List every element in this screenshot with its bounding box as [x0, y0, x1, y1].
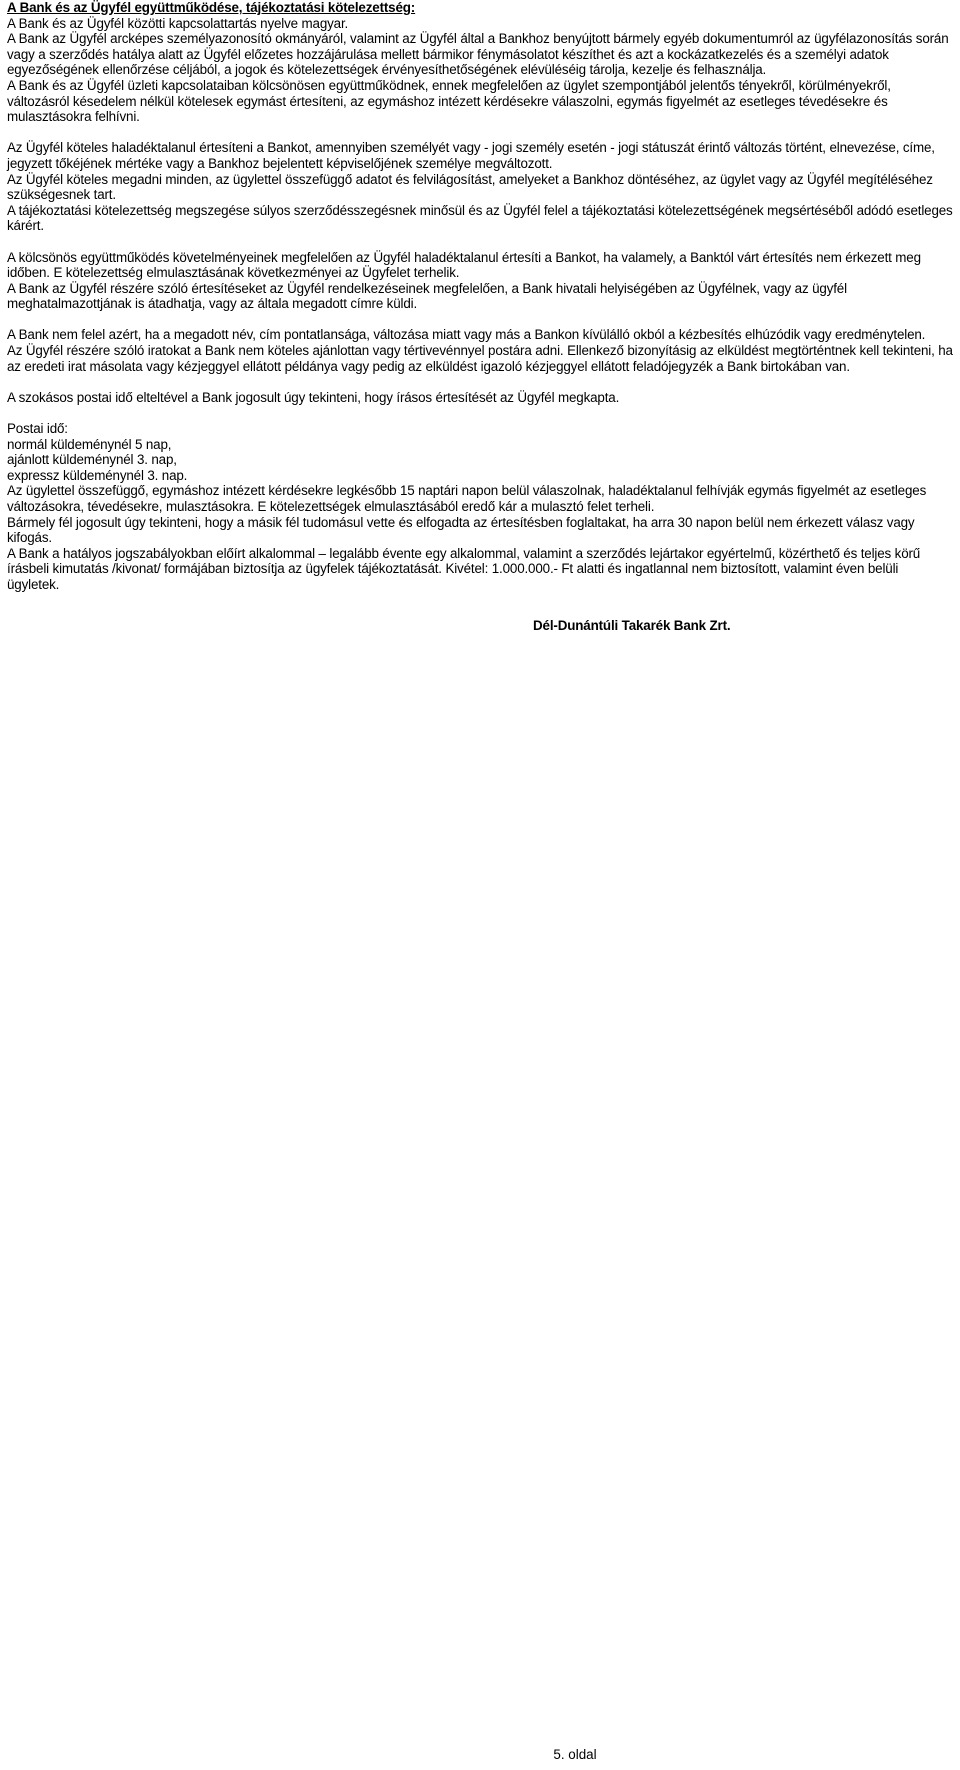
- bank-signature: Dél-Dunántúli Takarék Bank Zrt.: [533, 617, 731, 633]
- paragraph-cooperation: A Bank és az Ügyfél üzleti kapcsolataiban kölcsönösen együttműködnek, ennek megfelelően az ügylet szempontjából jelentős tényekről, körülményekről, változásról késedelem nélkül kötelesek egymást értesíteni, az egymáshoz intézett kérdésekre válaszolni, egymás figyelmét az esetleges tévedésekre és mulasztásokra felhívni.: [7, 77, 891, 125]
- section-heading: A Bank és az Ügyfél együttműködése, tájékoztatási kötelezettség:: [7, 0, 416, 15]
- paragraph-language: A Bank és az Ügyfél közötti kapcsolattartás nyelve magyar.: [7, 15, 349, 31]
- paragraph-registered-mail: Az Ügyfél részére szóló iratokat a Bank nem köteles ajánlottan vagy tértivevénnyel postára adni. Ellenkező bizonyításig az elküldést megtörténtnek kell tekinteni, ha az eredeti irat másolata vagy kézjeggyel ellátott példánya vagy pedig az elküldést igazoló kézjeggyel ellátott feladójegyzék a Bank birtokában van.: [7, 343, 953, 374]
- paragraph-delivery: A Bank az Ügyfél részére szóló értesítéseket az Ügyfél rendelkezéseinek megfelelően, a Bank hivatali helyiségében az Ügyfélnek, vagy az ügyfél meghatalmazottjának is átadhatja, vagy az általa megadott címre küldi.: [7, 280, 847, 312]
- spacer: [7, 125, 953, 141]
- paragraph-breach: A tájékoztatási kötelezettség megszegése súlyos szerződésszegésnek minősül és az Ügyfél felel a tájékoztatási kötelezettségének megsértéséből adódó esetleges kárért.: [7, 202, 953, 234]
- paragraph-mutual-notify: A kölcsönös együttműködés követelményeinek megfelelően az Ügyfél haladéktalanul értesíti a Bankot, ha valamely, a Banktól várt értesítés nem érkezett meg időben. E kötelezettség elmulasztásának következményei az Ügyfelet terhelik.: [7, 249, 921, 281]
- postal-time-express: expressz küldeménynél 3. nap.: [7, 467, 188, 483]
- spacer: [7, 405, 953, 421]
- postal-time-label: Postai idő:: [7, 421, 68, 437]
- postal-time-registered: ajánlott küldeménynél 3. nap,: [7, 452, 177, 468]
- paragraph-postal-time: A szokásos postai idő elteltével a Bank jogosult úgy tekinteni, hogy írásos értesítését az Ügyfél megkapta.: [7, 389, 620, 405]
- document-body: [7, 0, 953, 633]
- paragraph-statement: A Bank a hatályos jogszabályokban előírt alkalommal – legalább évente egy alkalommal, valamint a szerződés lejártakor egyértelmű, közérthető és teljes körű írásbeli kimutatás /kivonat/ formájában biztosítja az ügyfelek tájékoztatását. Kivétel: 1.000.000.- Ft alatti és ingatlannal nem biztosított, valamint éven belüli ügyletek.: [7, 545, 921, 592]
- paragraph-photocopy: A Bank az Ügyfél arcképes személyazonosító okmányáról, valamint az Ügyfél által a Bankhoz benyújtott bármely egyéb dokumentumról az ügyfélazonosítás során vagy a szerződés hatálya alatt az Ügyfél előzetes hozzájárulása mellett bármikor fénymásolatot készíthet és azt a kockázatkezelés és a személyi adatok egyezőségének ellenőrzése céljából, a jogok és kötelezettségek érvényesíthetőségének elévüléséig tárolja, kezelje és felhasználja.: [7, 31, 949, 78]
- paragraph-client-data: Az Ügyfél köteles megadni minden, az ügylettel összefüggő adatot és felvilágosítást, amelyeket a Bankhoz döntéséhez, az ügylet vagy az Ügyfél megítéléséhez szükségesnek tart.: [7, 171, 933, 203]
- postal-time-normal: normál küldeménynél 5 nap,: [7, 436, 172, 452]
- paragraph-response-deadline: Az ügylettel összefüggő, egymáshoz intézett kérdésekre legkésőbb 15 naptári napon belül válaszolnak, haladéktalanul felhívják egymás figyelmét az esetleges változásokra, tévedésekre, mulasztásokra. E kötelezettségek elmulasztásából eredő kár a mulasztó felet terheli.: [7, 483, 927, 514]
- paragraph-liability: A Bank nem felel azért, ha a megadott név, cím pontatlansága, változása miatt vagy más a Bankon kívülálló okból a kézbesítés elhúzódik vagy eredménytelen.: [7, 327, 926, 343]
- spacer: [7, 312, 953, 328]
- spacer: [7, 234, 953, 250]
- paragraph-client-notify: Az Ügyfél köteles haladéktalanul értesíteni a Bankot, amennyiben személyét vagy - jogi személy esetén - jogi státuszát érintő változás történt, elnevezése, címe, jegyzett tőkéjének mértéke vagy a Bankhoz bejelentett képviselőjének személye megváltozott.: [7, 140, 935, 171]
- page-number: 5. oldal: [553, 1747, 597, 1762]
- paragraph-acceptance: Bármely fél jogosult úgy tekinteni, hogy a másik fél tudomásul vette és elfogadta az értesítésben foglaltakat, ha arra 30 napon belül nem érkezett válasz vagy kifogás.: [7, 514, 915, 546]
- spacer: [7, 374, 953, 390]
